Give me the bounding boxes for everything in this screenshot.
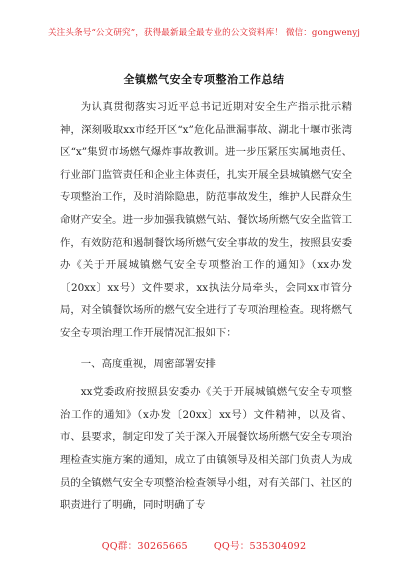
- section-paragraph: xx党委政府按照县安委办《关于开展城镇燃气安全专项整治工作的通知》（x办发〔20xx〕xx号）文件精神，以及省、市、县要求，制定印发了关于深入开展餐饮场所燃气安全专项治理检查实施方案的通知，成立了由镇领导及相关部门负责人为成员的全镇燃气安全专项整治检查领导小组，对有关部门、社区的职责进行了明确，同时明确了专: [60, 386, 352, 512]
- intro-paragraph: 为认真贯彻落实习近平总书记近期对安全生产指示批示精神，深刻吸取xx市经开区“x”危化品泄漏事故、湖北十堰市张湾区“x”集贸市场燃气爆炸事故教训。进一步压紧压实属地责任、行业部门监管责任和企业主体责任，扎实开展全县城镇燃气安全专项整治工作，及时消除隐患，防范事故发生，维护人民群众生命财产安全。进一步加强我镇燃气站、餐饮场所燃气安全监管工作，有效防范和遏制餐饮场所燃气安全事故的发生，按照县安委办《关于开展城镇燃气安全专项整治工作的通知》（xx办发〔20xx〕xx号）文件要求，xx执法分局牵头，会同xx市管分局，对全镇餐饮场所的燃气安全进行了专项治理检查。现将燃气安全专项治理工作开展情况汇报如下：: [60, 101, 352, 339]
- header-banner: 关注头条号“公文研究”，获得最新最全最专业的公文资料库！ 微信：gongwenyj: [47, 28, 361, 38]
- document-body: [60, 96, 352, 517]
- footer-contact: QQ群：30265665 QQ号：535304092: [101, 541, 307, 552]
- section-heading: 一、高度重视，周密部署安排: [80, 357, 216, 370]
- document-title: 全镇燃气安全专项整治工作总结: [123, 73, 285, 86]
